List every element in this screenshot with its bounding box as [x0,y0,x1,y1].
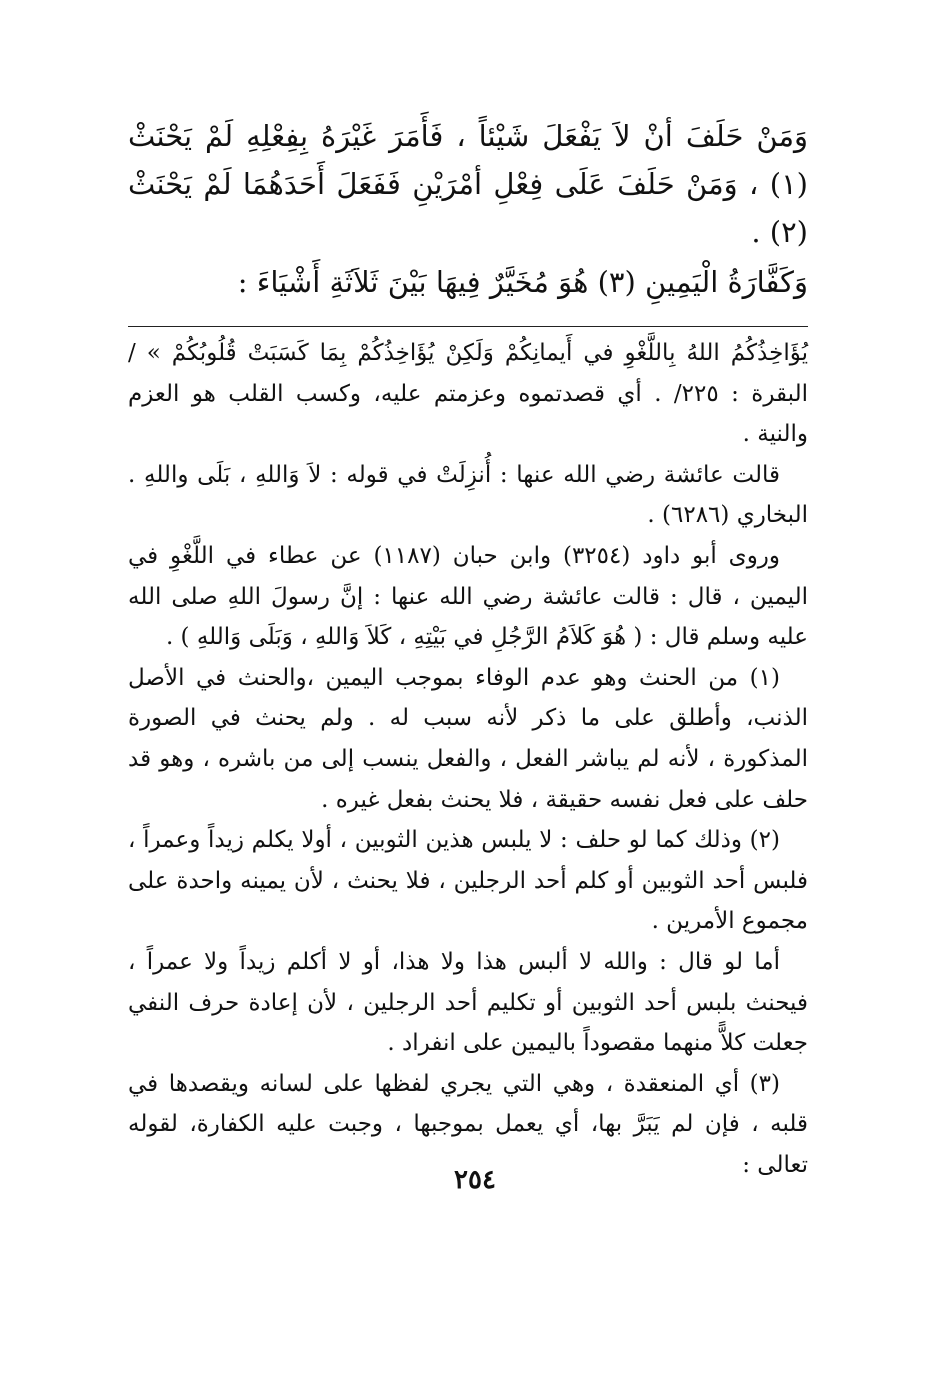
main-paragraph-expiation: وَكَفَّارَةُ الْيَمِينِ (٣) هُوَ مُخَيَّرٌ فِيهَا بَيْنَ ثَلاَثَةِ أَشْيَاءَ : [237,265,808,299]
footnotes [128,333,808,1185]
document-page [128,112,808,1185]
footnote-1: (١) من الحنث وهو عدم الوفاء بموجب اليمين ،والحنث في الأصل الذنب، وأطلق على ما ذكر لأنه سبب له . ولم يحنث في الصورة المذكورة ، لأنه لم يباشر الفعل ، والفعل ينسب إلى من باشره ، وهو قد حلف على فعل نفسه حقيقة ، فلا يحنث بفعل غيره . [128,664,808,813]
main-text [128,112,808,306]
footnote-3: (٣) أي المنعقدة ، وهي التي يجري لفظها على لسانه ويقصدها في قلبه ، فإن لم يَبَرَّ بها، أي يعمل بموجبها ، وجبت عليه الكفارة، لقوله تعالى : [128,1070,808,1178]
footnote-2: (٢) وذلك كما لو حلف : لا يلبس هذين الثوبين ، أولا يكلم زيداً وعمراً ، فلبس أحد الثوبين أو كلم أحد الرجلين ، فلا يحنث ، لأن يمينه واحدة على مجموع الأمرين . [128,827,808,935]
footnote-2-continued: أما لو قال : والله لا ألبس هذا ولا هذا، أو لا أكلم زيداً ولا عمراً ، فيحنث بلبس أحد الثوبين أو تكليم أحد الرجلين ، لأن إعادة حرف النفي جعلت كلاًّ منهما مقصوداً باليمين على انفراد . [128,948,808,1057]
footnote-abu-dawud: وروى أبو داود (٣٢٥٤) وابن حبان (١١٨٧) عن عطاء في اللَّغْوِ في اليمين ، قال : قالت عائشة رضي الله عنها : إنَّ رسولَ اللهِ صلى الله عليه وسلم قال : ( هُوَ كَلاَمُ الرَّجُلِ في بَيْتِهِ ، كَلاَ وَاللهِ ، وَبَلَى وَاللهِ ) . [128,542,808,651]
main-paragraph-oath-ruling: وَمَنْ حَلَفَ أنْ لاَ يَفْعَلَ شَيْئاً ، فَأَمَرَ غَيْرَهُ بِفِعْلِهِ لَمْ يَحْنَثْ (١) ، وَمَنْ حَلَفَ عَلَى فِعْلِ أمْرَيْنِ فَفَعَلَ أَحَدَهُمَا لَمْ يَحْنَثْ (٢) . [128,119,808,249]
footnote-divider [128,326,808,327]
footnote-quran-continuation: يُؤَاخِذُكُمُ اللهُ بِاللَّغْوِ في أَيمانِكُمْ وَلَكِنْ يُؤَاخِذُكُمْ بِمَا كَسَبَتْ قُلُوبُكُمْ » / البقرة : ٢٢٥/ . أي قصدتموه وعزمتم عليه، وكسب القلب هو العزم والنية . [128,340,809,448]
footnote-aisha-bukhari: قالت عائشة رضي الله عنها : أُنزِلَتْ في قوله : لاَ وَاللهِ ، بَلَى واللهِ . البخاري (٦٢٨٦) . [128,461,808,529]
page-number: ٢٥٤ [454,1165,496,1195]
